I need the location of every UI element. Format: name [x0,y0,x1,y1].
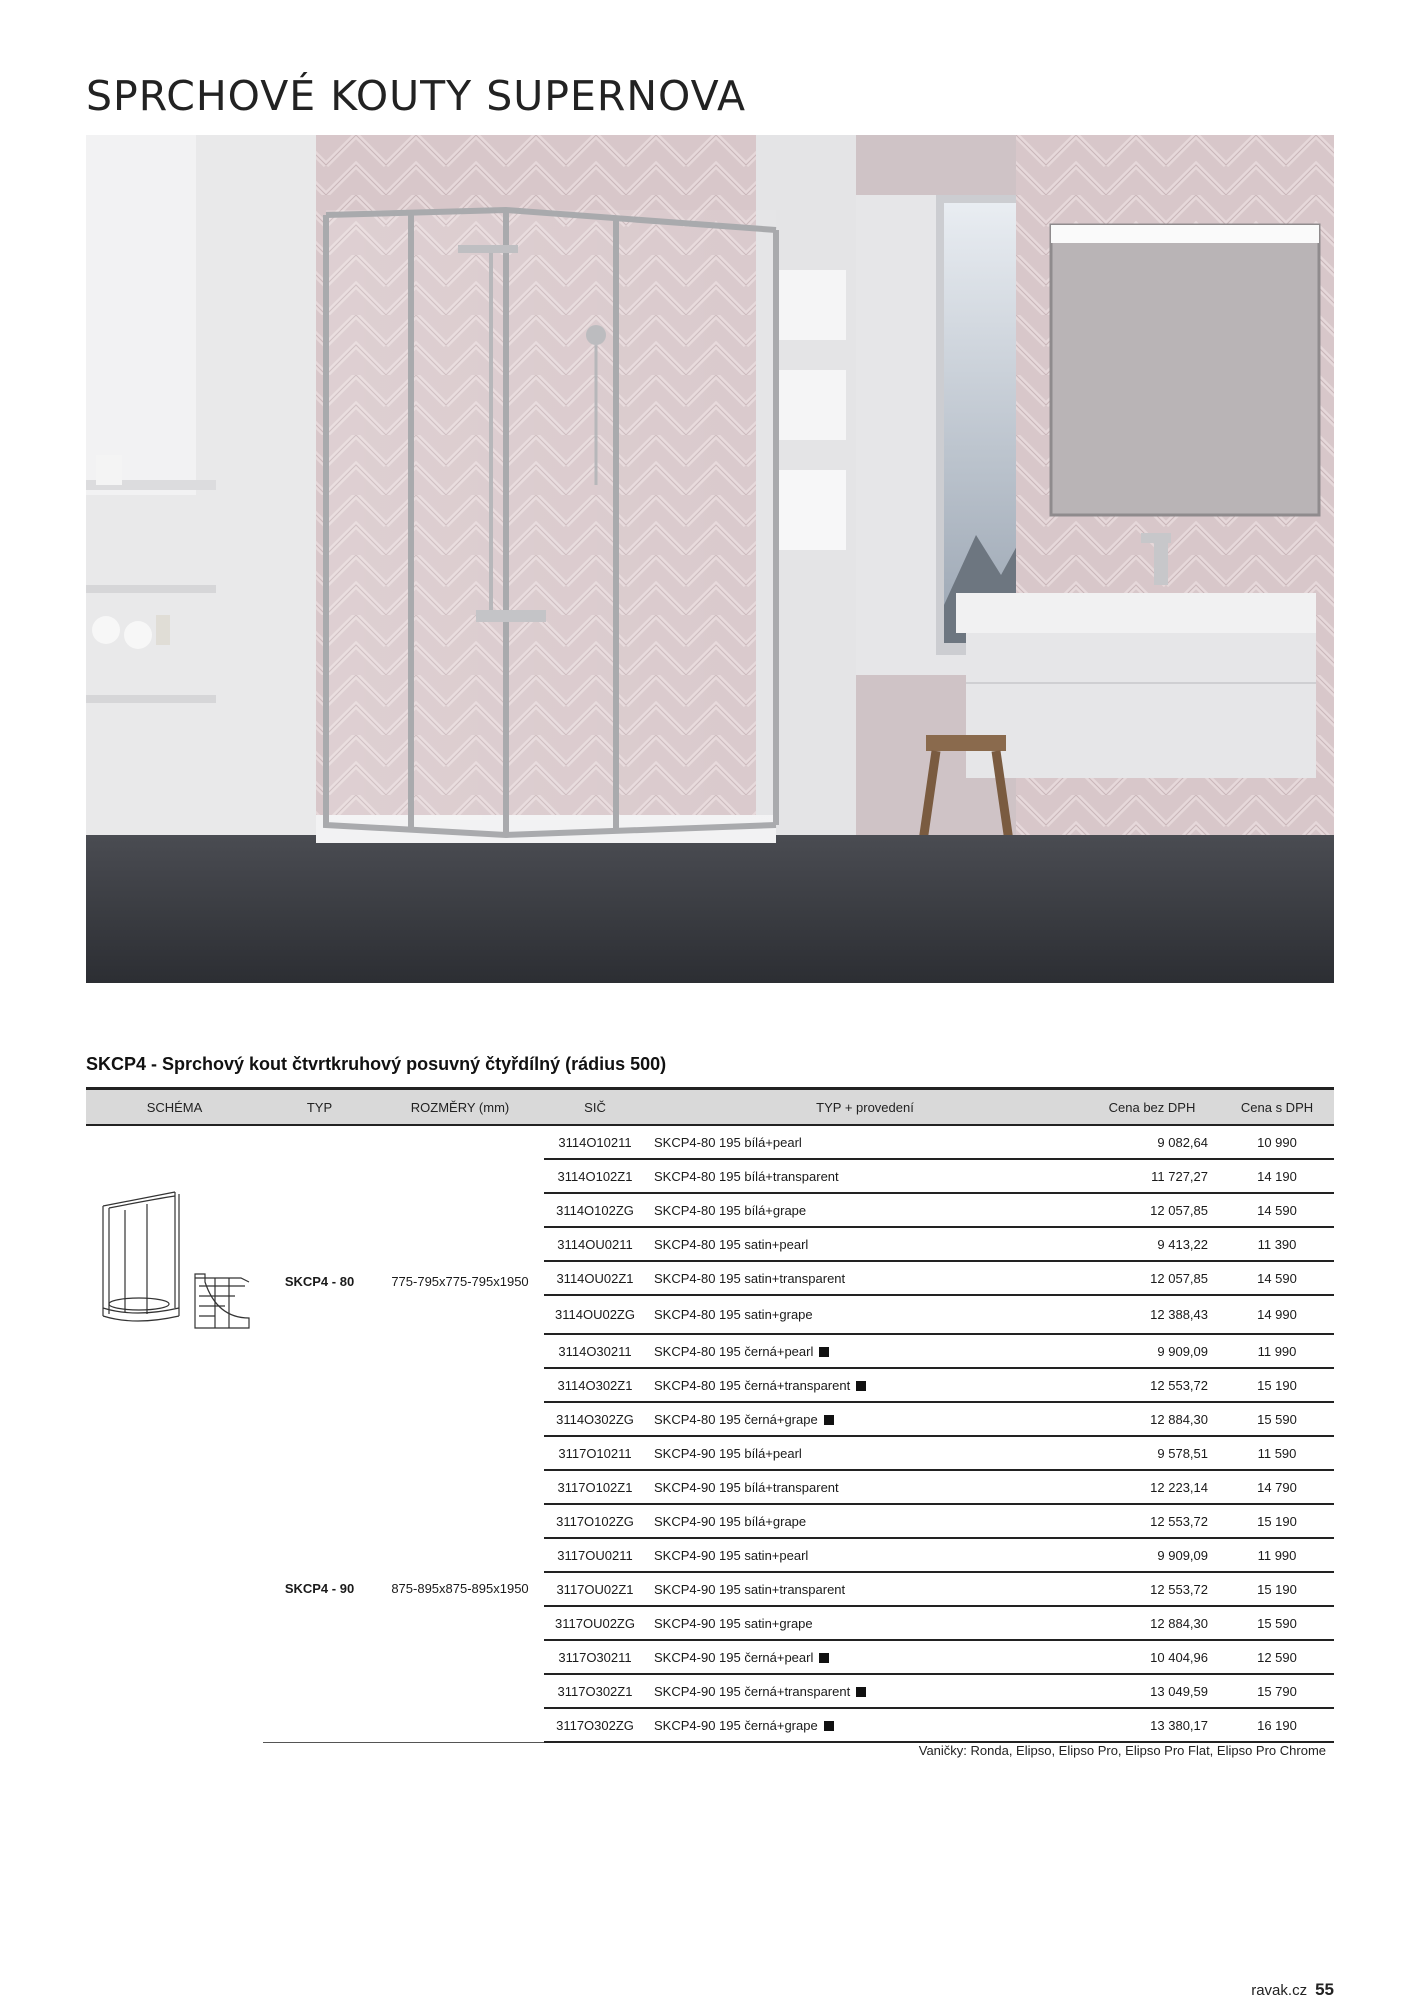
popis-cell: SKCP4-90 195 černá+grape [646,1708,1084,1742]
page-footer [1251,1980,1334,2000]
black-finish-square-icon [824,1721,834,1731]
popis-cell: SKCP4-80 195 černá+pearl [646,1334,1084,1368]
cena-bez-cell: 12 553,72 [1084,1504,1220,1538]
sic-cell: 3117O30211 [544,1640,646,1674]
footer-site: ravak.cz [1251,1982,1308,1999]
table-row [86,1125,1334,1159]
header-schema: SCHÉMA [86,1089,263,1126]
popis-cell: SKCP4-90 195 satin+grape [646,1606,1084,1640]
popis-cell: SKCP4-80 195 černá+transparent [646,1368,1084,1402]
popis-cell: SKCP4-80 195 černá+grape [646,1402,1084,1436]
cena-s-cell: 15 190 [1220,1368,1334,1402]
hero-photo [86,135,1334,983]
table-body [86,1125,1334,1742]
typ-label: SKCP4 - 90 [284,1581,355,1597]
popis-cell: SKCP4-80 195 bílá+transparent [646,1159,1084,1193]
cena-bez-cell: 12 057,85 [1084,1193,1220,1227]
sic-cell: 3114OU02Z1 [544,1261,646,1295]
cena-bez-cell: 10 404,96 [1084,1640,1220,1674]
sic-cell: 3114O10211 [544,1125,646,1159]
black-finish-square-icon [819,1347,829,1357]
cena-bez-cell: 12 223,14 [1084,1470,1220,1504]
black-finish-square-icon [819,1653,829,1663]
popis-cell: SKCP4-80 195 bílá+pearl [646,1125,1084,1159]
sic-cell: 3114O302ZG [544,1402,646,1436]
cena-bez-cell: 12 553,72 [1084,1368,1220,1402]
cena-bez-cell: 12 057,85 [1084,1261,1220,1295]
cena-s-cell: 14 990 [1220,1295,1334,1334]
cena-bez-cell: 9 578,51 [1084,1436,1220,1470]
cena-bez-cell: 9 909,09 [1084,1334,1220,1368]
sic-cell: 3114O102ZG [544,1193,646,1227]
popis-cell: SKCP4-90 195 satin+transparent [646,1572,1084,1606]
bathroom-illustration [86,135,1334,983]
cena-s-cell: 15 190 [1220,1572,1334,1606]
typ-cell [263,1125,376,1436]
black-finish-square-icon [824,1415,834,1425]
cena-s-cell: 11 990 [1220,1334,1334,1368]
cena-bez-cell: 13 380,17 [1084,1708,1220,1742]
cena-s-cell: 14 790 [1220,1470,1334,1504]
sic-cell: 3117O302Z1 [544,1674,646,1708]
page-title: SPRCHOVÉ KOUTY SUPERNOVA [86,72,747,120]
cena-bez-cell: 12 388,43 [1084,1295,1220,1334]
header-cena-bez-dph: Cena bez DPH [1084,1089,1220,1126]
table-row [86,1436,1334,1470]
cena-s-cell: 15 190 [1220,1504,1334,1538]
cena-bez-cell: 11 727,27 [1084,1159,1220,1193]
cena-bez-cell: 12 884,30 [1084,1606,1220,1640]
section-heading: SKCP4 - Sprchový kout čtvrtkruhový posuvný čtyřdílný (rádius 500) [86,1054,667,1074]
rozmery-label: 775-795x775-795x1950 [391,1273,529,1289]
schema-cell [86,1125,263,1742]
page-number: 55 [1315,1980,1334,1999]
cena-s-cell: 16 190 [1220,1708,1334,1742]
popis-cell: SKCP4-90 195 bílá+pearl [646,1436,1084,1470]
cena-bez-cell: 9 909,09 [1084,1538,1220,1572]
cena-bez-cell: 12 884,30 [1084,1402,1220,1436]
sic-cell: 3114O302Z1 [544,1368,646,1402]
typ-cell [263,1436,376,1742]
popis-cell: SKCP4-80 195 bílá+grape [646,1193,1084,1227]
popis-cell: SKCP4-80 195 satin+transparent [646,1261,1084,1295]
cena-s-cell: 11 390 [1220,1227,1334,1261]
sic-cell: 3117OU0211 [544,1538,646,1572]
sic-cell: 3117O102ZG [544,1504,646,1538]
cena-bez-cell: 9 413,22 [1084,1227,1220,1261]
sic-cell: 3117O102Z1 [544,1470,646,1504]
popis-cell: SKCP4-80 195 satin+grape [646,1295,1084,1334]
cena-s-cell: 14 590 [1220,1193,1334,1227]
cena-s-cell: 11 590 [1220,1436,1334,1470]
footnote: Vaničky: Ronda, Elipso, Elipso Pro, Elipso Pro Flat, Elipso Pro Chrome [918,1743,1326,1758]
sic-cell: 3114O30211 [544,1334,646,1368]
rozmery-cell [376,1125,544,1436]
popis-cell: SKCP4-80 195 satin+pearl [646,1227,1084,1261]
cena-s-cell: 15 590 [1220,1606,1334,1640]
black-finish-square-icon [856,1381,866,1391]
cena-s-cell: 10 990 [1220,1125,1334,1159]
black-finish-square-icon [856,1687,866,1697]
cena-s-cell: 14 190 [1220,1159,1334,1193]
sic-cell: 3117O302ZG [544,1708,646,1742]
popis-cell: SKCP4-90 195 černá+pearl [646,1640,1084,1674]
cena-s-cell: 12 590 [1220,1640,1334,1674]
header-cena-s-dph: Cena s DPH [1220,1089,1334,1126]
cena-bez-cell: 12 553,72 [1084,1572,1220,1606]
cena-s-cell: 11 990 [1220,1538,1334,1572]
table-header-row [86,1089,1334,1126]
sic-cell: 3114O102Z1 [544,1159,646,1193]
popis-cell: SKCP4-90 195 satin+pearl [646,1538,1084,1572]
sic-cell: 3114OU02ZG [544,1295,646,1334]
enclosure-schema-diagram [95,1186,255,1336]
sic-cell: 3117OU02ZG [544,1606,646,1640]
rozmery-cell [376,1436,544,1742]
rozmery-label: 875-895x875-895x1950 [391,1581,529,1597]
sic-cell: 3114OU0211 [544,1227,646,1261]
cena-bez-cell: 13 049,59 [1084,1674,1220,1708]
cena-bez-cell: 9 082,64 [1084,1125,1220,1159]
header-typ-provedeni: TYP + provedení [646,1089,1084,1126]
popis-cell: SKCP4-90 195 bílá+transparent [646,1470,1084,1504]
cena-s-cell: 15 790 [1220,1674,1334,1708]
product-table [86,1087,1334,1743]
popis-cell: SKCP4-90 195 bílá+grape [646,1504,1084,1538]
header-typ: TYP [263,1089,376,1126]
header-rozmery: ROZMĚRY (mm) [376,1089,544,1126]
sic-cell: 3117OU02Z1 [544,1572,646,1606]
header-sic: SIČ [544,1089,646,1126]
cena-s-cell: 15 590 [1220,1402,1334,1436]
popis-cell: SKCP4-90 195 černá+transparent [646,1674,1084,1708]
cena-s-cell: 14 590 [1220,1261,1334,1295]
typ-label: SKCP4 - 80 [284,1273,355,1289]
sic-cell: 3117O10211 [544,1436,646,1470]
